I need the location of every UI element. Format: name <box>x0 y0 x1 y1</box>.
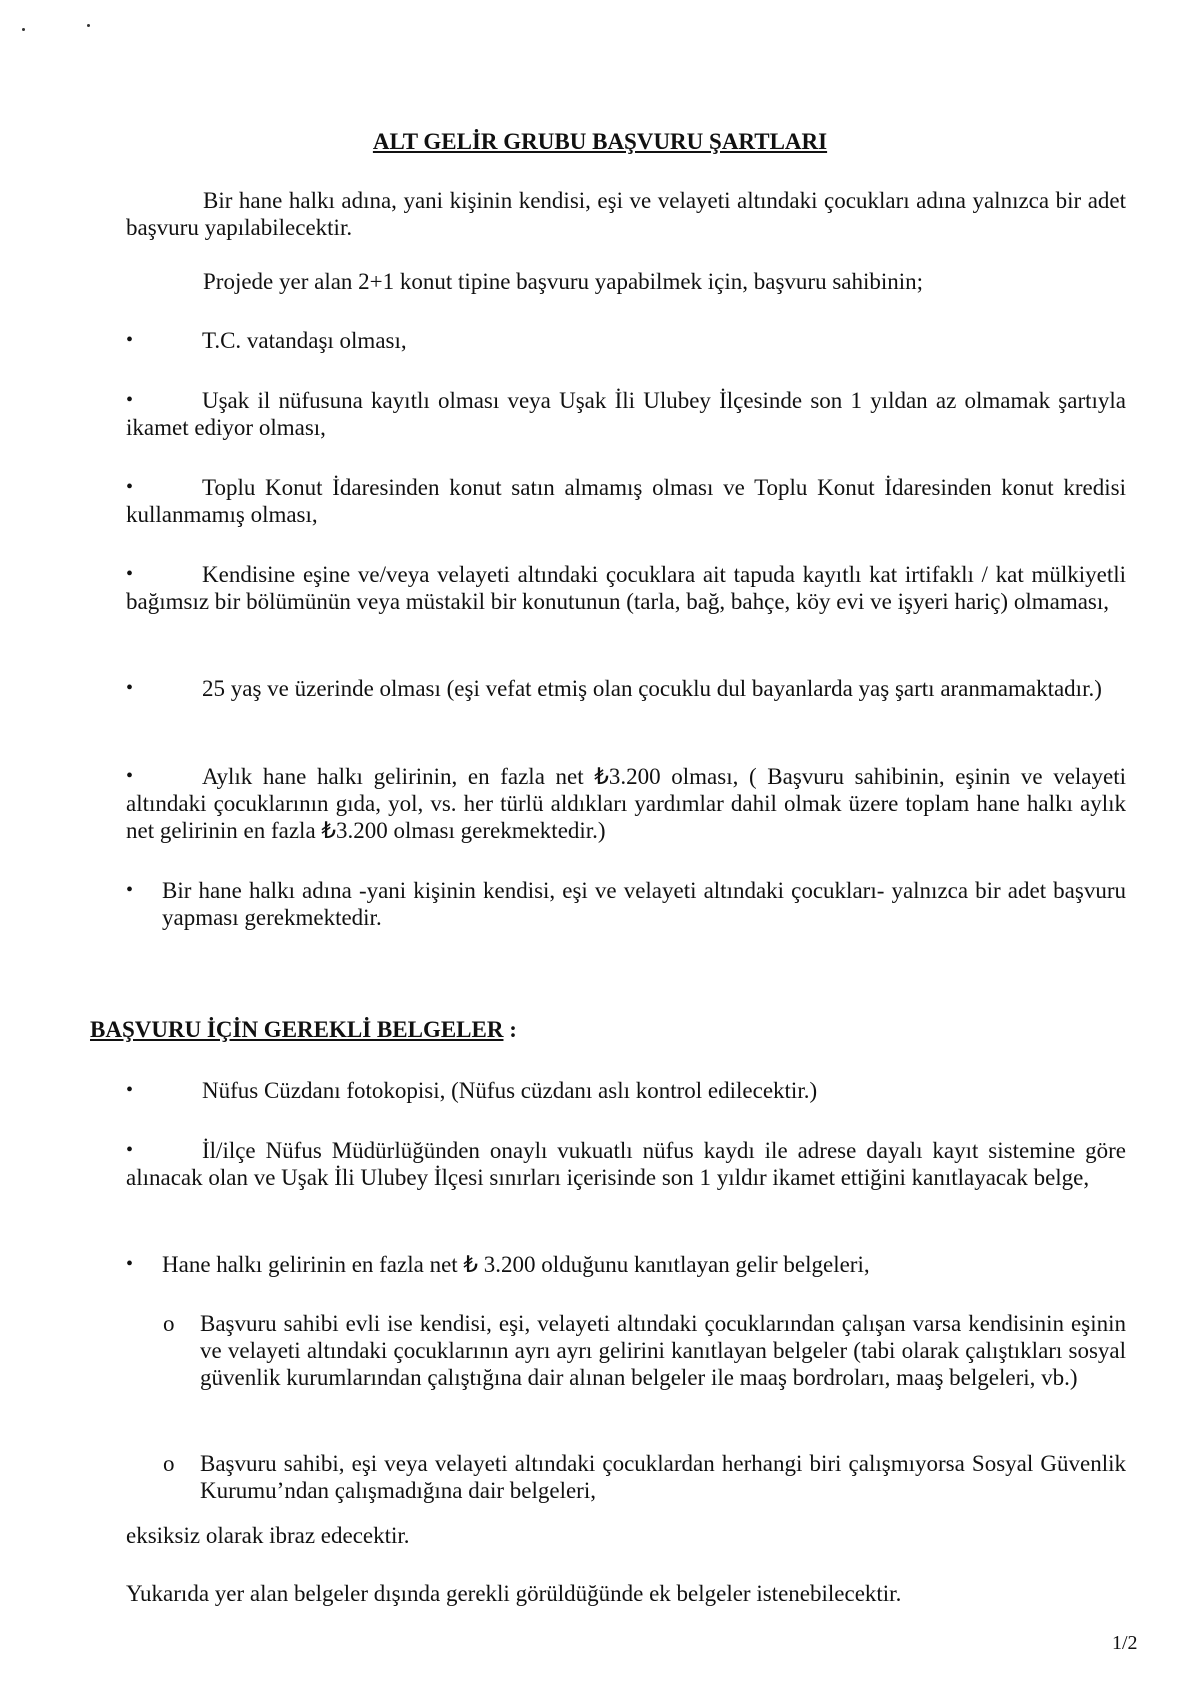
condition-item <box>126 877 1126 931</box>
sub-item-text: Başvuru sahibi evli ise kendisi, eşi, velayeti altındaki çocuklarından çalışan varsa kendisinin eşinin ve velayeti altındaki çocuklarının ayrı ayrı gelirini kanıtlayan belgeler (tabi olarak çalıştıkları sosyal güvenlik kurumlarından çalıştığına dair alınan belgeler ile maaş bordroları, maaş belgeleri, vb.) <box>200 1311 1126 1390</box>
sub-item <box>163 1310 1126 1391</box>
sub-item-text: Başvuru sahibi, eşi veya velayeti altındaki çocuklardan herhangi biri çalışmıyorsa Sosyal Güvenlik Kurumu’ndan çalışmadığına dair belgeleri, <box>200 1451 1126 1503</box>
intro-paragraph: Bir hane halkı adına, yani kişinin kendisi, eşi ve velayeti altındaki çocukları adına yalnızca bir adet başvuru yapılabilecektir. <box>126 188 1126 240</box>
document-item <box>126 1137 1126 1191</box>
condition-item <box>126 561 1126 615</box>
document-item <box>126 1251 1126 1278</box>
closing-paragraph: eksiksiz olarak ibraz edecektir. <box>126 1523 410 1548</box>
condition-text: 25 yaş ve üzerinde olması (eşi vefat etmiş olan çocuklu dul bayanlarda yaş şartı aranmamaktadır.) <box>202 676 1102 701</box>
lead-paragraph: Projede yer alan 2+1 konut tipine başvuru yapabilmek için, başvuru sahibinin; <box>203 269 924 294</box>
condition-text: Aylık hane halkı gelirinin, en fazla net ₺3.200 olması, ( Başvuru sahibinin, eşinin ve velayeti altındaki çocuklarının gıda, yol, vs. her türlü aldıkları yardımlar dahil olmak üzere toplam hane halkı aylık net gelirinin en fazla ₺3.200 olması gerekmektedir.) <box>126 764 1126 843</box>
condition-item <box>126 675 1126 702</box>
document-item <box>126 1077 1126 1104</box>
scan-speck <box>87 24 90 27</box>
documents-heading-text: BAŞVURU İÇİN GEREKLİ BELGELER <box>90 1017 504 1042</box>
bullet-icon: • <box>126 1139 134 1161</box>
bullet-icon: • <box>126 765 134 787</box>
condition-item <box>126 763 1126 844</box>
circle-bullet-icon: o <box>163 1451 175 1476</box>
page-number: 1/2 <box>1112 1632 1138 1654</box>
condition-item <box>126 474 1126 528</box>
bullet-icon: • <box>126 476 134 498</box>
condition-text: Uşak il nüfusuna kayıtlı olması veya Uşak İli Ulubey İlçesinde son 1 yıldan az olmamak şartıyla ikamet ediyor olması, <box>126 388 1126 440</box>
bullet-icon: • <box>126 329 134 351</box>
condition-text: T.C. vatandaşı olması, <box>202 328 407 353</box>
scan-speck <box>22 28 25 31</box>
document-text: Nüfus Cüzdanı fotokopisi, (Nüfus cüzdanı aslı kontrol edilecektir.) <box>202 1078 818 1103</box>
sub-item <box>163 1450 1126 1504</box>
bullet-icon: • <box>126 389 134 411</box>
condition-item <box>126 327 1126 354</box>
bullet-icon: • <box>126 677 134 699</box>
documents-heading-colon: : <box>503 1017 517 1042</box>
document-text: Hane halkı gelirinin en fazla net ₺ 3.200 olduğunu kanıtlayan gelir belgeleri, <box>162 1252 870 1277</box>
closing-note: Yukarıda yer alan belgeler dışında gerekli görüldüğünde ek belgeler istenebilecektir. <box>126 1581 902 1606</box>
condition-text: Toplu Konut İdaresinden konut satın almamış olması ve Toplu Konut İdaresinden konut kredisi kullanmamış olması, <box>126 475 1126 527</box>
bullet-icon: • <box>126 1079 134 1101</box>
document-text: İl/ilçe Nüfus Müdürlüğünden onaylı vukuatlı nüfus kaydı ile adrese dayalı kayıt sistemine göre alınacak olan ve Uşak İli Ulubey İlçesi sınırları içerisinde son 1 yıldır ikamet ettiğini kanıtlayacak belge, <box>126 1138 1126 1190</box>
condition-text: Bir hane halkı adına -yani kişinin kendisi, eşi ve velayeti altındaki çocukları- yalnızca bir adet başvuru yapması gerekmektedir. <box>162 878 1126 930</box>
circle-bullet-icon: o <box>163 1311 175 1336</box>
condition-text: Kendisine eşine ve/veya velayeti altındaki çocuklara ait tapuda kayıtlı kat irtifaklı / kat mülkiyetli bağımsız bir bölümünün veya müstakil bir konutunun (tarla, bağ, bahçe, köy evi ve işyeri hariç) olmaması, <box>126 562 1126 614</box>
condition-item <box>126 387 1126 441</box>
documents-heading <box>90 1016 517 1043</box>
bullet-icon: • <box>126 1253 134 1275</box>
bullet-icon: • <box>126 563 134 585</box>
page-title: ALT GELİR GRUBU BAŞVURU ŞARTLARI <box>372 129 828 154</box>
bullet-icon: • <box>126 879 134 901</box>
